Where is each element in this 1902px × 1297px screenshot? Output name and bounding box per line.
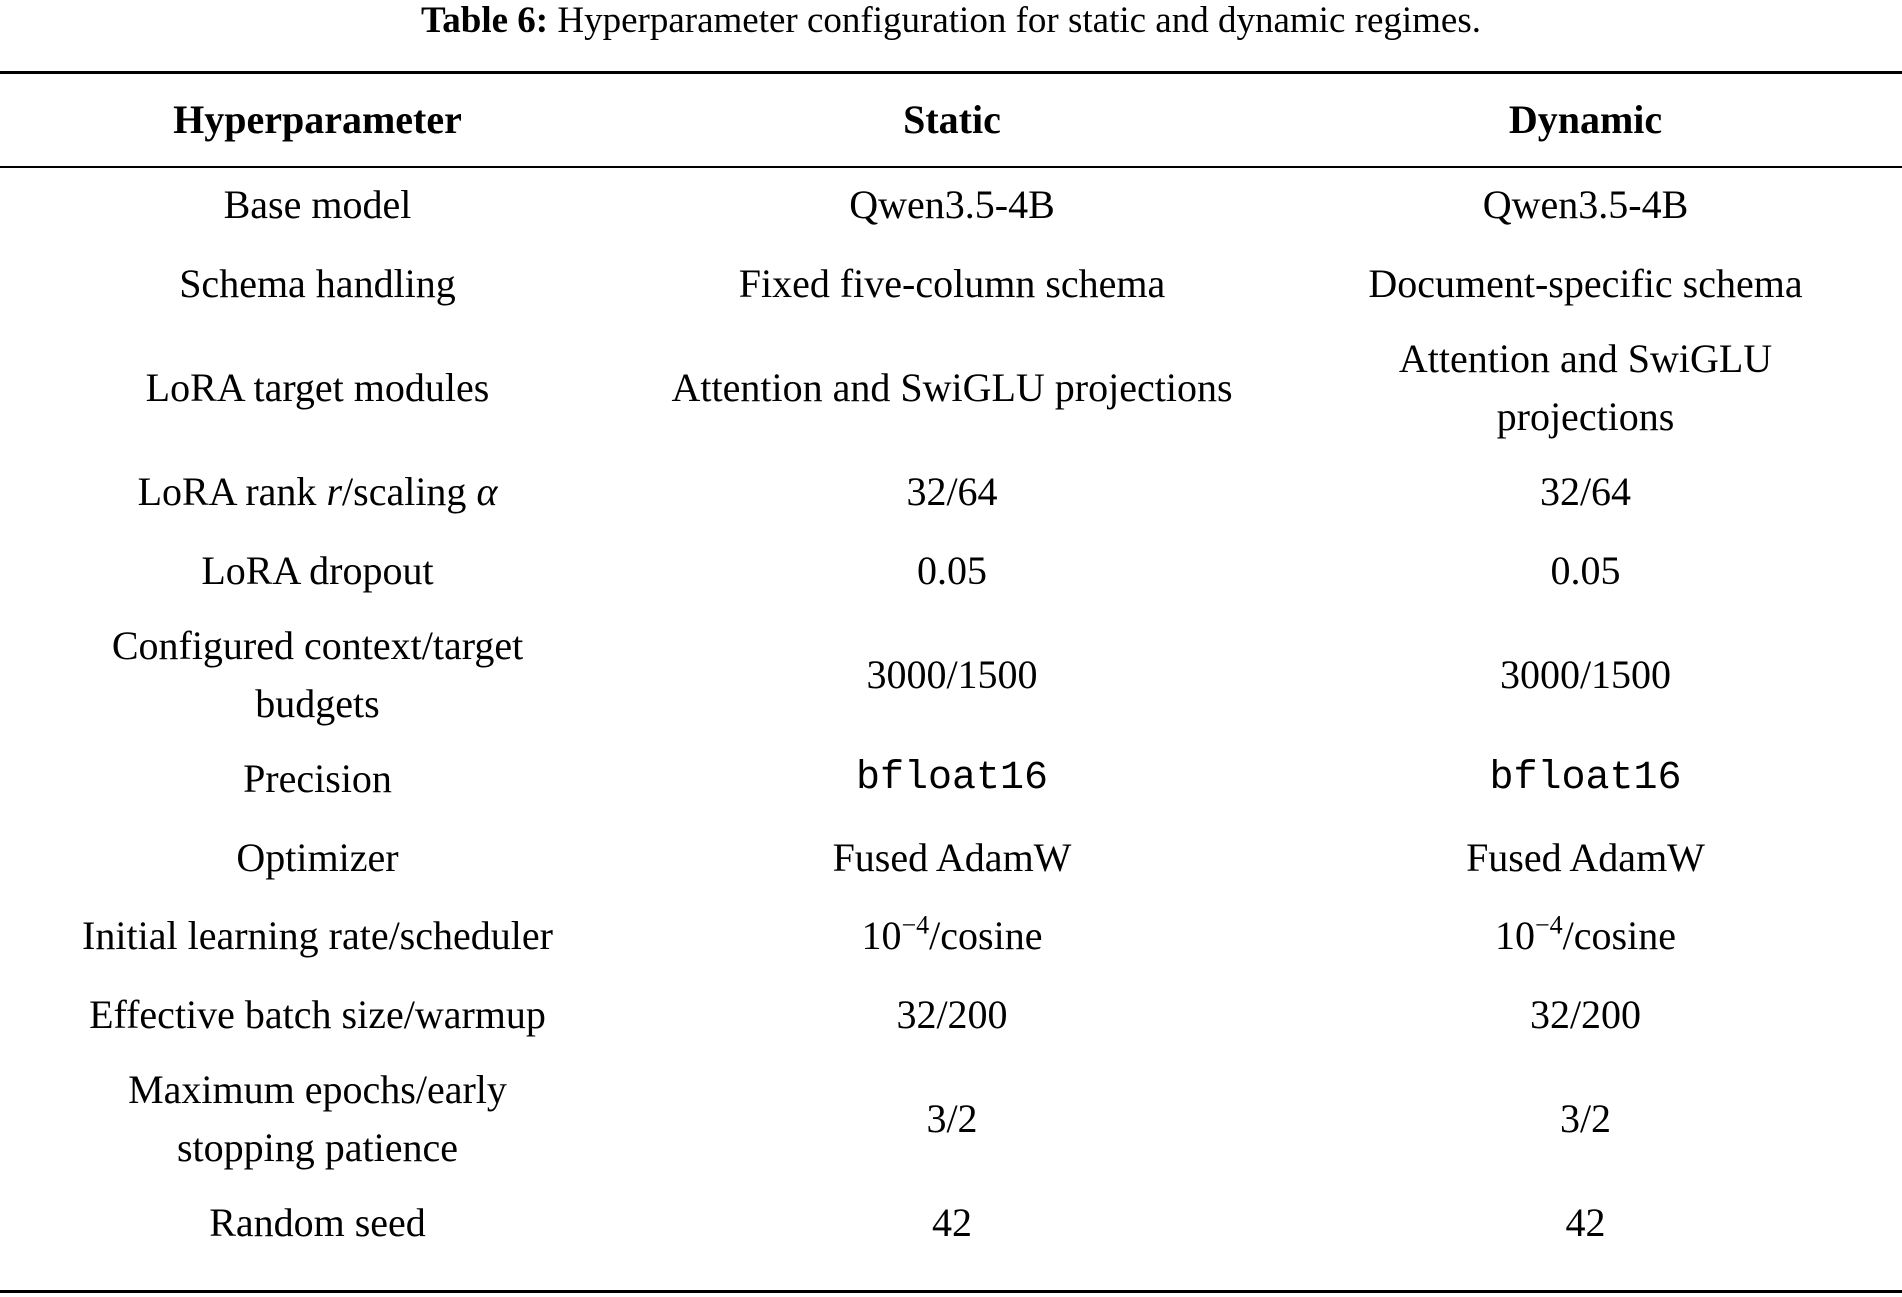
header-static: Static	[903, 97, 1001, 142]
dynamic-cell: Fused AdamW	[1466, 834, 1705, 880]
lr-scheduler: /cosine	[1562, 913, 1676, 959]
caption-text: Hyperparameter configuration for static and dynamic regimes.	[557, 0, 1481, 41]
dynamic-cell: 3000/1500	[1499, 652, 1672, 697]
static-cell: Fixed five-column schema	[738, 260, 1166, 306]
static-cell: 42	[932, 1200, 972, 1246]
static-cell: 3000/1500	[866, 652, 1038, 697]
param-cell	[0, 453, 635, 532]
dynamic-cell: 0.05	[1550, 547, 1621, 593]
param-cell: Random seed	[209, 1200, 426, 1246]
table-row-context-budgets	[0, 610, 1902, 740]
dynamic-cell: Document-specific schema	[1368, 260, 1803, 306]
table-row-base-model	[0, 166, 1902, 245]
static-cell: Qwen3.5-4B	[849, 182, 1055, 228]
static-cell: bfloat16	[855, 756, 1049, 802]
static-cell: 32/64	[906, 469, 998, 515]
bottom-rule	[0, 1290, 1902, 1293]
param-cell: Base model	[223, 182, 412, 228]
table-row-schema-handling	[0, 245, 1902, 324]
param-cell: LoRA target modules	[145, 365, 490, 410]
table-row-optimizer	[0, 819, 1902, 898]
table-row-epochs	[0, 1054, 1902, 1184]
static-cell: 3/2	[926, 1096, 978, 1141]
static-cell: Fused AdamW	[832, 834, 1072, 880]
table-row-lora-dropout	[0, 532, 1902, 611]
header-dynamic: Dynamic	[1508, 97, 1663, 142]
param-cell: Maximum epochs/early stopping patience	[128, 1067, 507, 1170]
lr-base: 10	[861, 913, 902, 959]
table-caption	[0, 0, 1902, 46]
static-cell	[635, 897, 1269, 976]
param-cell: Initial learning rate/scheduler	[82, 913, 553, 959]
param-cell: Precision	[243, 756, 392, 802]
param-cell: Schema handling	[179, 260, 456, 306]
caption-label: Table 6:	[421, 0, 549, 41]
param-cell: Optimizer	[236, 834, 399, 880]
table-row-random-seed	[0, 1184, 1902, 1263]
table-row-batch-size	[0, 976, 1902, 1055]
table-row-learning-rate	[0, 897, 1902, 976]
dynamic-cell: 42	[1565, 1200, 1606, 1246]
dynamic-cell: bfloat16	[1489, 756, 1682, 802]
static-cell: Attention and SwiGLU projections	[671, 365, 1233, 410]
header-hyperparameter: Hyperparameter	[173, 97, 462, 142]
param-cell: Effective batch size/warmup	[89, 991, 546, 1037]
dynamic-cell: 32/200	[1529, 991, 1642, 1037]
static-cell: 32/200	[896, 991, 1008, 1037]
dynamic-cell: 3/2	[1559, 1096, 1612, 1141]
dynamic-cell: 32/64	[1539, 469, 1632, 515]
rank-symbol: r	[326, 469, 343, 515]
lr-base: 10	[1495, 913, 1535, 959]
dynamic-cell: Qwen3.5-4B	[1482, 182, 1689, 228]
hyperparameter-table	[0, 74, 1902, 1263]
table-row-lora-target-modules	[0, 323, 1902, 453]
dynamic-cell: Attention and SwiGLU projections	[1398, 336, 1773, 439]
table-row-lora-rank	[0, 453, 1902, 532]
param-text: LoRA rank	[137, 469, 327, 515]
static-cell: 0.05	[917, 547, 987, 593]
param-cell: Configured context/target budgets	[111, 623, 524, 726]
param-cell: LoRA dropout	[201, 547, 434, 593]
dynamic-cell	[1269, 897, 1902, 976]
param-text: /scaling	[342, 469, 477, 515]
table-row-precision	[0, 740, 1902, 819]
lr-exponent: −4	[901, 910, 930, 940]
header-row	[0, 74, 1902, 166]
scaling-symbol: α	[476, 469, 498, 515]
lr-exponent: −4	[1535, 910, 1563, 940]
lr-scheduler: /cosine	[929, 913, 1043, 959]
